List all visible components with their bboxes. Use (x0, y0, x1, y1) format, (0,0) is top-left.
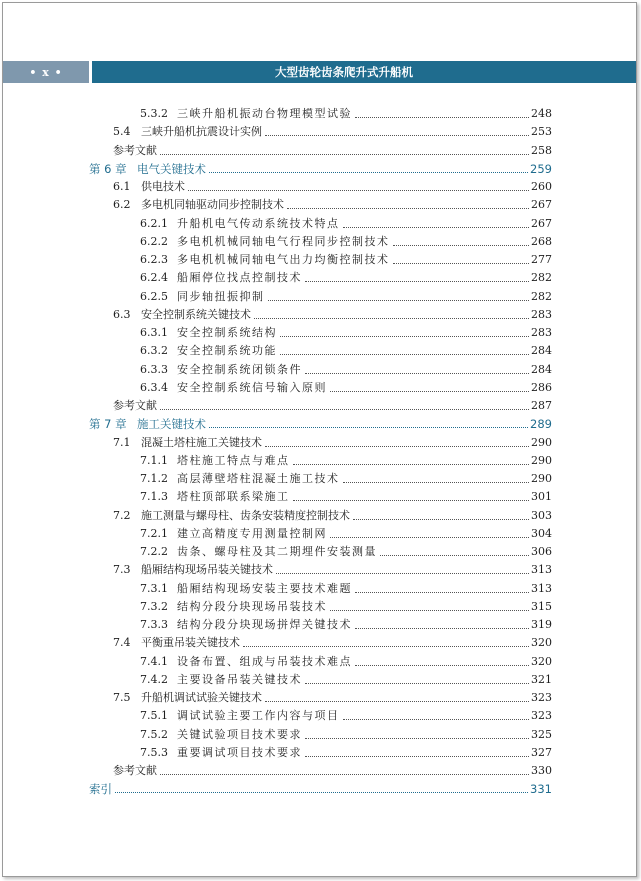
toc-entry-page: 267 (531, 216, 552, 230)
toc-entry-number: 7.1 (113, 435, 131, 449)
toc-entry-title: 调试试验主要工作内容与项目 (177, 709, 340, 723)
toc-entry[interactable] (140, 361, 552, 379)
toc-entry-page: 323 (531, 691, 552, 704)
toc-entry-number: 7.2 (113, 508, 131, 522)
toc-entry[interactable] (140, 105, 552, 123)
toc-entry[interactable] (140, 488, 552, 506)
toc-entry-page: 306 (531, 545, 552, 558)
toc-entry-title: 重要调试项目技术要求 (177, 745, 302, 759)
toc-entry[interactable] (140, 707, 552, 725)
toc-entry-page: 313 (531, 563, 552, 577)
toc-chapter-entry[interactable] (89, 415, 552, 433)
toc-entry-title: 参考文献 (113, 399, 157, 412)
toc-entry[interactable] (140, 671, 552, 689)
toc-entry-number: 7.4.1 (140, 654, 168, 668)
toc-entry-page: 304 (531, 526, 552, 540)
dot-leader (268, 299, 530, 301)
toc-entry-number: 6.3.2 (140, 344, 168, 358)
toc-entry[interactable] (140, 543, 552, 561)
toc-entry-title: 主要设备吊装关键技术 (177, 672, 302, 686)
toc-entry[interactable] (113, 689, 552, 707)
dot-leader (343, 718, 530, 720)
toc-entry-title: 供电技术 (141, 180, 185, 193)
dot-leader (115, 791, 528, 793)
toc-entry-number: 6.3.1 (140, 326, 168, 339)
toc-entry[interactable] (113, 507, 552, 525)
toc-entry-title: 平衡重吊装关键技术 (141, 636, 240, 650)
toc-entry-page: 287 (531, 399, 552, 412)
dot-leader (160, 408, 529, 410)
toc-entry[interactable] (140, 452, 552, 470)
toc-entry-number: 7.3.2 (140, 599, 168, 613)
dot-leader (265, 445, 529, 447)
dot-leader (330, 390, 529, 392)
dot-leader (355, 591, 529, 593)
toc-entry-number: 7.3.3 (140, 618, 168, 631)
toc-entry-title: 多电机同轴驱动同步控制技术 (141, 198, 284, 212)
dot-leader (330, 536, 529, 538)
toc-entry-number: 6.1 (113, 180, 131, 193)
toc-entry[interactable] (140, 525, 552, 543)
toc-entry[interactable] (140, 470, 552, 488)
dot-leader (353, 518, 529, 520)
toc-entry-title: 索引 (89, 782, 112, 797)
toc-entry[interactable] (140, 251, 552, 269)
dot-leader (343, 226, 530, 228)
toc-entry[interactable] (140, 726, 552, 744)
toc-entry[interactable] (140, 616, 552, 634)
toc-entry-title: 船厢结构现场吊装关键技术 (141, 563, 273, 577)
toc-entry-page: 320 (531, 654, 552, 668)
toc-entry[interactable] (113, 178, 552, 196)
toc-entry-number: 7.3 (113, 563, 131, 577)
toc-entry[interactable] (140, 215, 552, 233)
toc-entry-page: 321 (531, 672, 552, 686)
toc-entry-title: 安全控制系统信号输入原则 (177, 380, 327, 394)
dot-leader (287, 207, 529, 209)
toc-entry-title: 参考文献 (113, 764, 157, 777)
toc-entry-number: 6.3.3 (140, 362, 168, 376)
toc-entry-title: 安全控制系统闭锁条件 (177, 362, 302, 376)
dot-leader (209, 171, 528, 173)
toc-entry-page: 283 (531, 307, 552, 321)
toc-entry[interactable] (140, 269, 552, 287)
toc-entry-title: 关键试验项目技术要求 (177, 727, 302, 741)
toc-entry-number: 6.2.4 (140, 271, 168, 285)
dot-leader (209, 426, 528, 428)
dot-leader (276, 572, 529, 574)
toc-entry-page: 320 (531, 636, 552, 650)
toc-entry[interactable] (140, 744, 552, 762)
toc-entry-page: 290 (531, 435, 552, 449)
dot-leader (188, 189, 529, 191)
toc-entry-title: 多电机机械同轴电气行程同步控制技术 (177, 234, 390, 248)
toc-entry-number: 7.5.2 (140, 727, 168, 741)
dot-leader (265, 700, 529, 702)
dot-leader (160, 773, 529, 775)
toc-entry-page: 277 (531, 253, 552, 266)
page-number: • x • (3, 61, 89, 83)
dot-leader (305, 682, 529, 684)
toc-entry[interactable] (140, 598, 552, 616)
toc-entry-number: 第 7 章 (89, 417, 127, 432)
toc-entry[interactable] (113, 306, 552, 324)
toc-entry-page: 282 (531, 271, 552, 285)
toc-entry-page: 267 (531, 198, 552, 212)
toc-entry-title: 安全控制系统关键技术 (141, 307, 251, 321)
toc-entry-title: 电气关键技术 (137, 161, 206, 176)
toc-chapter-entry[interactable] (89, 160, 552, 178)
toc-entry-number: 5.4 (113, 125, 131, 139)
dot-leader (293, 463, 530, 465)
toc-entry-number: 7.1.3 (140, 490, 168, 504)
toc-entry-title: 塔柱施工特点与难点 (177, 453, 290, 467)
toc-entry-title: 船厢结构现场安装主要技术难题 (177, 581, 352, 595)
toc-entry-page: 283 (531, 326, 552, 339)
toc-entry-page: 253 (531, 125, 552, 139)
toc-entry-page: 289 (530, 417, 552, 432)
dot-leader (343, 481, 530, 483)
toc-entry-title: 施工关键技术 (137, 417, 206, 432)
toc-entry-number: 第 6 章 (89, 161, 127, 176)
toc-entry-page: 303 (531, 508, 552, 522)
toc-entry-page: 259 (530, 161, 552, 176)
toc-entry-number: 6.2.2 (140, 234, 168, 248)
toc-entry[interactable] (140, 324, 552, 342)
dot-leader (280, 353, 529, 355)
dot-leader (265, 134, 529, 136)
toc-entry-title: 三峡升船机抗震设计实例 (141, 125, 262, 139)
toc-entry-number: 7.5.3 (140, 745, 168, 759)
toc-entry-page: 282 (531, 289, 552, 303)
toc-entry-page: 260 (531, 180, 552, 193)
toc-entry-page: 331 (530, 782, 552, 797)
toc-entry-title: 结构分段分块现场吊装技术 (177, 599, 327, 613)
toc-entry-number: 6.2.3 (140, 253, 168, 266)
dot-leader (355, 627, 529, 629)
toc-entry-page: 313 (531, 581, 552, 595)
toc-entry-page: 319 (531, 618, 552, 631)
toc-entry-title: 三峡升船机振动台物理模型试验 (177, 107, 352, 120)
dot-leader (305, 372, 529, 374)
dot-leader (305, 755, 529, 757)
toc-entry[interactable] (113, 634, 552, 652)
toc-entry-number: 7.4 (113, 636, 131, 650)
dot-leader (280, 335, 529, 337)
toc-entry-title: 同步轴扭振抑制 (177, 289, 265, 303)
toc-entry[interactable] (113, 434, 552, 452)
dot-leader (293, 499, 530, 501)
dot-leader (393, 262, 530, 264)
toc-entry-number: 6.2.1 (140, 216, 168, 230)
toc-entry-number: 7.1.1 (140, 453, 168, 467)
toc-entry-title: 齿条、螺母柱及其二期埋件安装测量 (177, 545, 377, 558)
dot-leader (330, 609, 529, 611)
toc-chapter-entry[interactable] (89, 780, 552, 798)
toc-entry-number: 7.5.1 (140, 709, 168, 723)
toc-entry-number: 6.2 (113, 198, 131, 212)
toc-entry-page: 258 (531, 143, 552, 157)
toc-entry-page: 290 (531, 472, 552, 485)
toc-entry[interactable] (113, 196, 552, 214)
toc-entry[interactable] (113, 123, 552, 141)
toc-entry-title: 施工测量与螺母柱、齿条安装精度控制技术 (141, 508, 350, 522)
toc-entry[interactable] (140, 379, 552, 397)
toc-entry-title: 塔柱顶部联系梁施工 (177, 490, 290, 504)
toc-entry-title: 船厢停位找点控制技术 (177, 271, 302, 285)
toc-entry-number: 7.2.1 (140, 526, 168, 540)
toc-entry[interactable] (140, 580, 552, 598)
toc-entry-title: 高层薄壁塔柱混凝土施工技术 (177, 472, 340, 485)
toc-entry-title: 升船机电气传动系统技术特点 (177, 216, 340, 230)
toc-entry-number: 7.5 (113, 691, 131, 704)
toc-entry-page: 301 (531, 490, 552, 504)
toc-entry-number: 7.1.2 (140, 472, 168, 485)
dot-leader (305, 280, 529, 282)
toc-entry-page: 330 (531, 764, 552, 777)
toc-entry[interactable] (113, 762, 552, 780)
dot-leader (380, 554, 529, 556)
toc-entry-title: 混凝土塔柱施工关键技术 (141, 435, 262, 449)
toc-entry-title: 建立高精度专用测量控制网 (177, 526, 327, 540)
running-header (3, 61, 636, 83)
toc-entry-page: 284 (531, 362, 552, 376)
dot-leader (355, 664, 529, 666)
toc-entry-number: 7.4.2 (140, 672, 168, 686)
toc-entry-page: 284 (531, 344, 552, 358)
dot-leader (393, 244, 530, 246)
dot-leader (254, 317, 529, 319)
toc-entry-title: 参考文献 (113, 143, 157, 157)
toc-entry[interactable] (140, 233, 552, 251)
toc-entry-page: 323 (531, 709, 552, 723)
toc-entry[interactable] (140, 288, 552, 306)
toc-entry[interactable] (113, 397, 552, 415)
toc-entry[interactable] (140, 653, 552, 671)
toc-entry-title: 多电机机械同轴电气出力均衡控制技术 (177, 253, 390, 266)
toc-entry-page: 268 (531, 234, 552, 248)
toc-entry[interactable] (113, 142, 552, 160)
toc-entry-number: 7.3.1 (140, 581, 168, 595)
toc-entry-title: 安全控制系统结构 (177, 326, 277, 339)
toc-entry[interactable] (113, 561, 552, 579)
toc-entry-number: 5.3.2 (140, 107, 168, 120)
toc-entry-page: 248 (531, 107, 552, 120)
toc-entry[interactable] (140, 342, 552, 360)
toc-entry-page: 290 (531, 453, 552, 467)
dot-leader (243, 645, 529, 647)
dot-leader (305, 737, 529, 739)
toc-entry-page: 286 (531, 380, 552, 394)
toc-entry-number: 6.2.5 (140, 289, 168, 303)
dot-leader (355, 116, 529, 118)
toc-entry-page: 315 (531, 599, 552, 613)
toc-entry-number: 6.3 (113, 307, 131, 321)
toc-entry-title: 安全控制系统功能 (177, 344, 277, 358)
toc-entry-page: 325 (531, 727, 552, 741)
book-title: 大型齿轮齿条爬升式升船机 (92, 61, 636, 83)
toc-entry-title: 结构分段分块现场拼焊关键技术 (177, 618, 352, 631)
toc-entry-title: 升船机调试试验关键技术 (141, 691, 262, 704)
toc-entry-number: 6.3.4 (140, 380, 168, 394)
toc-entry-page: 327 (531, 745, 552, 759)
toc-entry-number: 7.2.2 (140, 545, 168, 558)
toc-entry-title: 设备布置、组成与吊装技术难点 (177, 654, 352, 668)
dot-leader (160, 153, 529, 155)
